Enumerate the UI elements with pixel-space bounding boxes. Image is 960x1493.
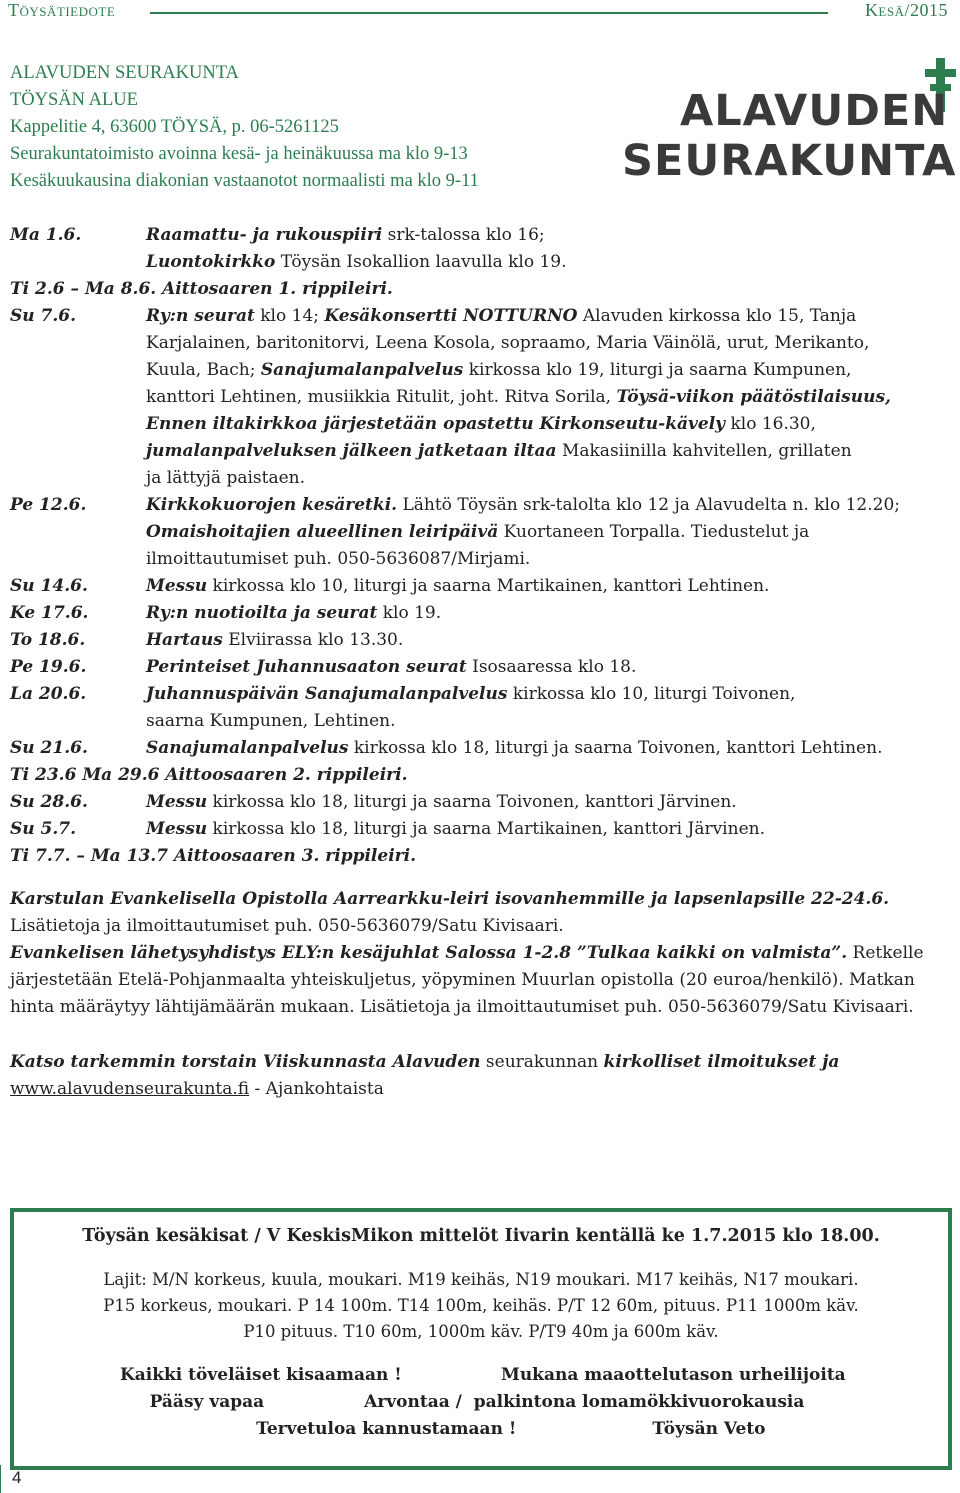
body-text: kirkossa klo 19, liturgi ja saarna Kumpunen,: [463, 360, 852, 380]
entry-text: [146, 735, 955, 762]
emphasis-text: Ennen iltakirkkoa järjestetään opastettu Kirkonseutu-kävely: [146, 414, 726, 434]
body-text: Retkelle järjestetään Etelä-Pohjanmaalta yhteiskuljetus, yöpyminen Muurlan opistolla (20 euroa/henkilö). Matkan hinta määräytyy lähtijämäärän mukaan. Lisätietoja ja ilmoittautumiset puh. 050-5636079/Satu Kivisaari.: [10, 943, 924, 1017]
emphasis-text: Sanajumalanpalvelus: [146, 738, 349, 758]
entry-date: Pe 12.6.: [10, 495, 87, 515]
entry-text: [146, 357, 955, 384]
entry-text: [146, 384, 955, 411]
emphasis-text: Luontokirkko: [146, 252, 276, 272]
link-suffix: - Ajankohtaista: [249, 1079, 384, 1099]
schedule-entry: [10, 249, 955, 276]
header-publication: Töysätiedote: [8, 0, 116, 20]
entry-text: [146, 438, 955, 465]
entry-date: Ma 1.6.: [10, 225, 82, 245]
entry-text: [146, 654, 955, 681]
emphasis-text: Ry:n seurat: [146, 306, 255, 326]
entry-date: Su 21.6.: [10, 738, 88, 758]
parish-line: Kappelitie 4, 63600 TÖYSÄ, p. 06-5261125: [10, 117, 339, 137]
announcement-camp: [10, 886, 955, 940]
emphasis-text: kirkolliset ilmoitukset ja: [603, 1052, 840, 1072]
parish-line: Seurakuntatoimisto avoinna kesä- ja heinäkuussa ma klo 9-13: [10, 144, 468, 164]
entry-text: [146, 492, 955, 519]
schedule-entry: [10, 222, 955, 249]
body-text: Lisätietoja ja ilmoittautumiset puh. 050-5636079/Satu Kivisaari.: [10, 916, 564, 936]
parish-line: ALAVUDEN SEURAKUNTA: [10, 63, 239, 83]
entry-text: [146, 519, 955, 546]
header-rule: [150, 12, 828, 14]
event-disciplines: [14, 1267, 948, 1345]
logo-text-line2: SEURAKUNTA: [622, 136, 957, 186]
entry-date: Su 28.6.: [10, 792, 88, 812]
body-text: klo 19.: [377, 603, 442, 623]
body-text: kanttori Lehtinen, musiikkia Ritulit, joht. Ritva Sorila,: [146, 387, 617, 407]
entry-text: [146, 600, 955, 627]
entry-date: La 20.6.: [10, 684, 87, 704]
entry-text: [146, 681, 955, 708]
invite-line: Kaikki töveläiset kisaamaan !: [120, 1365, 402, 1385]
entry-date: To 18.6.: [10, 630, 86, 650]
entry-text: [146, 816, 955, 843]
entry-text: [146, 573, 955, 600]
emphasis-text: Kesäkonsertti NOTTURNO: [324, 306, 578, 326]
emphasis-text: Juhannuspäivän Sanajumalanpalvelus: [146, 684, 508, 704]
page-edge-rule: [0, 1465, 1, 1493]
schedule-entry: Ti 23.6 Ma 29.6 Aittoosaaren 2. rippileiri.: [10, 765, 408, 785]
page-header: [0, 0, 960, 26]
discipline-line: P15 korkeus, moukari. P 14 100m. T14 100m, keihäs. P/T 12 60m, pituus. P11 1000m käv.: [103, 1296, 859, 1315]
schedule-entry: [10, 708, 955, 735]
schedule-entry: [10, 546, 955, 573]
schedule-entry: [10, 384, 955, 411]
website-link[interactable]: www.alavudenseurakunta.fi: [10, 1079, 250, 1099]
schedule-entry: [10, 465, 955, 492]
schedule-entry: [10, 357, 955, 384]
schedule-entry: [10, 681, 955, 708]
logo-text-line1: ALAVUDEN: [680, 86, 949, 136]
entry-text: [146, 708, 955, 735]
schedule-entry: [10, 654, 955, 681]
parish-contact: [10, 60, 479, 195]
emphasis-text: Perinteiset Juhannusaaton seurat: [146, 657, 467, 677]
emphasis-text: jumalanpalveluksen jälkeen jatketaan iltaa: [146, 441, 557, 461]
body-text: Kuula, Bach;: [146, 360, 261, 380]
body-text: kirkossa klo 10, liturgi ja saarna Martikainen, kanttori Lehtinen.: [207, 576, 770, 596]
entry-date: Su 14.6.: [10, 576, 88, 596]
entry-text: [146, 303, 955, 330]
schedule-entry: Ti 2.6 – Ma 8.6. Aittosaaren 1. rippileiri.: [10, 279, 393, 299]
body-text: klo 14;: [254, 306, 325, 326]
page-number: 4: [12, 1468, 22, 1487]
emphasis-text: Katso tarkemmin torstain Viiskunnasta Alavuden: [10, 1052, 481, 1072]
entry-text: [146, 789, 955, 816]
body-text: Töysän Isokallion laavulla klo 19.: [275, 252, 567, 272]
body-text: klo 16.30,: [725, 414, 816, 434]
entry-text: [146, 330, 955, 357]
body-text: saarna Kumpunen, Lehtinen.: [146, 711, 396, 731]
schedule-entry: [10, 438, 955, 465]
body-text: Elviirassa klo 13.30.: [222, 630, 404, 650]
entry-date: Ke 17.6.: [10, 603, 89, 623]
emphasis-text: Omaishoitajien alueellinen leiripäivä: [146, 522, 499, 542]
emphasis-text: Ry:n nuotioilta ja seurat: [146, 603, 378, 623]
entry-text: [146, 627, 955, 654]
schedule-entry: [10, 411, 955, 438]
event-title: Töysän kesäkisat / V KeskisMikon mittelöt Iivarin kentällä ke 1.7.2015 klo 18.00.: [82, 1226, 880, 1246]
schedule-entry: [10, 789, 955, 816]
schedule-entry: [10, 816, 955, 843]
schedule-entry: [10, 303, 955, 330]
emphasis-text: Messu: [146, 576, 208, 596]
body-text: Kuortaneen Torpalla. Tiedustelut ja: [498, 522, 810, 542]
emphasis-text: Raamattu- ja rukouspiiri: [146, 225, 383, 245]
schedule-entry: [10, 519, 955, 546]
invite-line: Mukana maaottelutason urheilijoita: [501, 1365, 846, 1385]
organizer: Töysän Veto: [611, 1419, 766, 1439]
body-text: Karjalainen, baritonitorvi, Leena Kosola, sopraamo, Maria Väinölä, urut, Merikanto,: [146, 333, 870, 353]
emphasis-text: Messu: [146, 792, 208, 812]
announcements: [10, 886, 955, 1103]
parish-logo: [620, 58, 960, 188]
entry-text: [146, 465, 955, 492]
body-text: seurakunnan: [480, 1052, 604, 1072]
body-text: Makasiinilla kahvitellen, grillaten: [556, 441, 852, 461]
body-text: ilmoittautumiset puh. 050-5636087/Mirjami.: [146, 549, 531, 569]
invite-line: Pääsy vapaa Arvontaa / palkintona lomamökkivuorokausia: [120, 1392, 805, 1412]
entry-text: [146, 222, 955, 249]
announcement-more-info: [10, 1049, 955, 1103]
schedule-entry: [10, 627, 955, 654]
body-text: Alavuden kirkossa klo 15, Tanja: [577, 306, 857, 326]
event-invite-right: [501, 1362, 846, 1443]
discipline-line: P10 pituus. T10 60m, 1000m käv. P/T9 40m ja 600m käv.: [243, 1322, 719, 1341]
body-text: srk-talossa klo 16;: [382, 225, 545, 245]
announcement-summer-festival: [10, 940, 955, 1021]
schedule-entry: [10, 330, 955, 357]
schedule-entry: Ti 7.7. – Ma 13.7 Aittoosaaren 3. rippileiri.: [10, 846, 416, 866]
parish-line: Kesäkuukausina diakonian vastaanotot normaalisti ma klo 9-11: [10, 171, 479, 191]
body-text: kirkossa klo 18, liturgi ja saarna Toivonen, kanttori Järvinen.: [207, 792, 737, 812]
emphasis-text: Karstulan Evankelisella Opistolla Aarrearkku-leiri isovanhemmille ja lapsenlapsille 22-24.6.: [10, 889, 890, 909]
invite-line: Tervetuloa kannustamaan !: [120, 1419, 517, 1439]
emphasis-text: Evankelisen lähetysyhdistys ELY:n kesäjuhlat Salossa 1-2.8 ”Tulkaa kaikki on valmista”.: [10, 943, 848, 963]
entry-text: [146, 249, 955, 276]
raffle-line: Arvontaa / palkintona lomamökkivuorokausia: [364, 1392, 805, 1412]
body-text: Isosaaressa klo 18.: [466, 657, 637, 677]
schedule-entry: [10, 600, 955, 627]
body-text: ja lättyjä paistaen.: [146, 468, 306, 488]
event-schedule: [10, 222, 955, 870]
schedule-entry: [10, 492, 955, 519]
header-issue: Kesä/2015: [864, 0, 948, 20]
emphasis-text: Messu: [146, 819, 208, 839]
sports-event-box: [10, 1208, 952, 1470]
body-text: kirkossa klo 18, liturgi ja saarna Martikainen, kanttori Järvinen.: [207, 819, 765, 839]
entry-text: [146, 411, 955, 438]
body-text: kirkossa klo 18, liturgi ja saarna Toivonen, kanttori Lehtinen.: [348, 738, 883, 758]
entry-date: Su 5.7.: [10, 819, 77, 839]
discipline-line: Lajit: M/N korkeus, kuula, moukari. M19 keihäs, N19 moukari. M17 keihäs, N17 moukari.: [103, 1270, 859, 1289]
schedule-entry: [10, 735, 955, 762]
entry-text: [146, 546, 955, 573]
emphasis-text: Kirkkokuorojen kesäretki.: [146, 495, 398, 515]
entry-date: Pe 19.6.: [10, 657, 87, 677]
emphasis-text: Hartaus: [146, 630, 223, 650]
body-text: Lähtö Töysän srk-talolta klo 12 ja Alavudelta n. klo 12.20;: [397, 495, 901, 515]
entry-date: Su 7.6.: [10, 306, 77, 326]
body-text: kirkossa klo 10, liturgi Toivonen,: [507, 684, 796, 704]
schedule-entry: [10, 573, 955, 600]
parish-line: TÖYSÄN ALUE: [10, 90, 138, 110]
emphasis-text: Sanajumalanpalvelus: [260, 360, 464, 380]
emphasis-text: Töysä-viikon päätöstilaisuus,: [616, 387, 891, 407]
